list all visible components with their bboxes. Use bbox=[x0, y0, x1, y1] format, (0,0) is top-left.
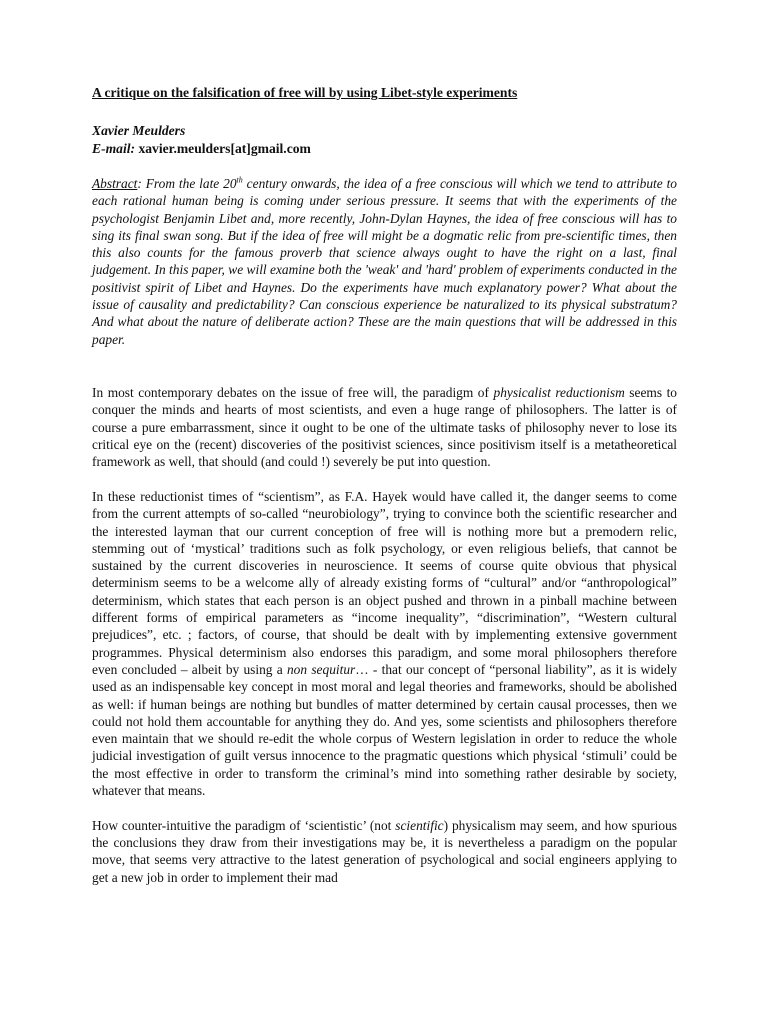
abstract-text-start: From the late 20 bbox=[141, 176, 237, 191]
author-block bbox=[92, 122, 677, 158]
p3-text-a: How counter-intuitive the paradigm of ‘scientistic’ (not bbox=[92, 817, 396, 833]
p1-text-a: In most contemporary debates on the issue of free will, the paradigm of bbox=[92, 384, 494, 400]
document-body bbox=[92, 84, 677, 899]
abstract-label: Abstract bbox=[92, 176, 138, 191]
author-email: xavier.meulders[at]gmail.com bbox=[138, 141, 311, 156]
p2-text-b: … - that our concept of “personal liability”, as it is widely used as an indispensable key concept in most moral and legal theories and frameworks, should be abolished as well: if human beings are nothing but bundles of matter determined by certain causal processes, then we could not hold them accountable for anything they do. And yes, some scientists and philosophers therefore even maintain that we should re-edit the whole corpus of Western legislation in order to reduce the whole judicial investigation of guilt versus innocence to the pragmatic questions which physical ‘stimuli’ could be the most effective in order to transform the criminal’s mind into something rather desirable by society, whatever that means. bbox=[92, 661, 677, 798]
abstract-text-rest: century onwards, the idea of a free conscious will which we tend to attribute to each rational human being is coming under serious pressure. It seems that with the experiments of the psychologist Benjamin Libet and, more recently, John-Dylan Haynes, the idea of free conscious will has to sing its final swan song. But if the idea of free will might be a dogmatic relic from pre-scientific times, then this also counts for the famous proverb that science always ought to have the right on a last, final judgement. In this paper, we will examine both the 'weak' and 'hard' problem of experiments conducted in the positivist spirit of Libet and Haynes. Do the experiments have much explanatory power? What about the issue of causality and predictability? Can conscious experience be naturalized to its physical substratum? And what about the nature of deliberate action? These are the main questions that will be addressed in this paper. bbox=[92, 176, 677, 347]
abstract-ordinal-suffix: th bbox=[236, 175, 243, 185]
p3-emphasis: scientific bbox=[395, 817, 444, 833]
p1-emphasis: physicalist reductionism bbox=[493, 384, 625, 400]
paper-title: A critique on the falsification of free will by using Libet-style experiments bbox=[92, 85, 518, 100]
body-paragraph-2 bbox=[92, 488, 677, 799]
abstract bbox=[92, 175, 677, 348]
p2-text-a: In these reductionist times of “scientism”, as F.A. Hayek would have called it, the danger seems to come from the current attempts of so-called “neurobiology”, trying to convince both the scientific researcher and the interested layman that our current conception of free will is nothing more but a premodern relic, stemming out of ‘mystical’ traditions such as folk psychology, or even religious beliefs, that cannot be sustained by the current discoveries in neuroscience. It seems of course quite obvious that physical determinism seems to be a welcome ally of already existing forms of “cultural” and/or “anthropological” determinism, which states that each person is an object pushed and thrown in a pinball machine between different forms of empirical parameters as “income inequality”, “discrimination”, “Western cultural prejudices”, etc. ; factors, of course, that should be dealt with by implementing extensive government programmes. Physical determinism also endorses this paradigm, and some moral philosophers therefore even concluded – albeit by using a bbox=[92, 488, 677, 677]
email-label: E-mail: bbox=[92, 141, 136, 156]
p1-text-b: seems to conquer the minds and hearts of most scientists, and even a huge range of philosophers. The latter is of course a pure embarrassment, since it ought to be one of the ultimate tasks of philosophy never to lose its critical eye on the (recent) discoveries of the positivist sciences, since positivism itself is a metatheoretical framework as well, that should (and could !) severely be put into question. bbox=[92, 384, 677, 470]
abstract-colon: : bbox=[137, 176, 142, 191]
p2-emphasis: non sequitur bbox=[286, 661, 356, 677]
body-paragraph-1 bbox=[92, 384, 677, 470]
author-name: Xavier Meulders bbox=[92, 123, 186, 138]
body-paragraph-3 bbox=[92, 817, 677, 886]
p3-text-b: ) physicalism may seem, and how spurious the conclusions they draw from their investigations may be, it is nevertheless a paradigm on the popular move, that seems very attractive to the latest generation of psychological and social engineers applying to get a new job in order to implement their mad bbox=[92, 817, 677, 885]
